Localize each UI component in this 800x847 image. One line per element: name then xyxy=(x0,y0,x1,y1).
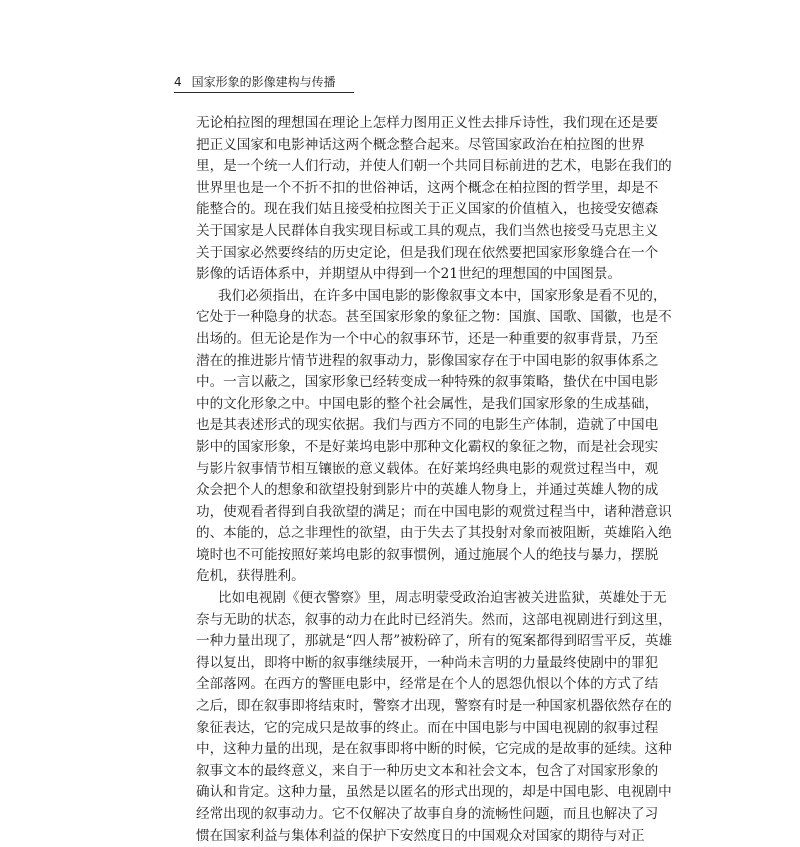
paragraph-1-line: 关于国家是人民群体自我实现目标或工具的观点，我们当然也接受马克思主义 xyxy=(196,222,659,239)
paragraph-3-line: 之后，即在叙事即将结束时，警察才出现，警察有时是一种国家机器依然存在的 xyxy=(196,698,672,715)
paragraph-3-line: 中，这种力量的出现，是在叙事即将中断的时候，它完成的是故事的延续。这种 xyxy=(196,741,672,758)
body-text xyxy=(196,113,673,847)
paragraph-2-line: 众会把个人的想象和欲望投射到影片中的英雄人物身上，并通过英雄人物的成 xyxy=(196,482,659,499)
paragraph-3-line: 经常出现的叙事动力。它不仅解决了故事自身的流畅性问题，而且也解决了习 xyxy=(196,806,659,822)
paragraph-2-line: 与影片叙事情节相互镶嵌的意义载体。在好莱坞经典电影的观赏过程当中，观 xyxy=(196,460,659,477)
paragraph-1-line: 影像的话语体系中，并期望从中得到一个21世纪的理想国的中国图景。 xyxy=(196,266,622,283)
paragraph-2-line: 也是其表述形式的现实依据。我们与西方不同的电影生产体制，造就了中国电 xyxy=(196,417,659,434)
paragraph-2-line: 境时也不可能按照好莱坞电影的叙事惯例，通过施展个人的绝技与暴力，摆脱 xyxy=(196,546,659,563)
paragraph-1-line: 里，是一个统一人们行动，并使人们朝一个共同目标前进的艺术，电影在我们的 xyxy=(196,158,672,175)
paragraph-2-line: 出场的。但无论是作为一个中心的叙事环节，还是一种重要的叙事背景，乃至 xyxy=(196,330,659,347)
book-title: 国家形象的影像建构与传播 xyxy=(191,75,336,89)
paragraph-3-line: 得以复出，即将中断的叙事继续展开，一种尚未言明的力量最终使剧中的罪犯 xyxy=(196,654,659,671)
paragraph-1-line: 关于国家必然要终结的历史定论，但是我们现在依然要把国家形象缝合在一个 xyxy=(196,244,659,261)
paragraph-3-line: 一种力量出现了，那就是“四人帮”被粉碎了，所有的冤案都得到昭雪平反，英雄 xyxy=(196,633,673,650)
paragraph-3-line: 全部落网。在西方的警匪电影中，经常是在个人的恩怨仇恨以个体的方式了结 xyxy=(196,676,659,693)
paragraph-3-line: 比如电视剧《便衣警察》里，周志明蒙受政治迫害被关进监狱，英雄处于无 xyxy=(218,590,667,607)
paragraph-2-line: 中。一言以蔽之，国家形象已经转变成一种特殊的叙事策略，蛰伏在中国电影 xyxy=(196,374,659,391)
paragraph-3-line: 确认和肯定。这种力量，虽然是以匿名的形式出现的，却是中国电影、电视剧中 xyxy=(196,784,672,801)
paragraph-1-line: 能整合的。现在我们姑且接受柏拉图关于正义国家的价值植入，也接受安德森 xyxy=(196,201,659,218)
paragraph-3-line: 象征表达，它的完成只是故事的终止。而在中国电影与中国电视剧的叙事过程 xyxy=(196,719,659,736)
paragraph-2-line: 危机，获得胜利。 xyxy=(196,568,305,585)
paragraph-2-line: 中的文化形象之中。中国电影的整个社会属性，是我们国家形象的生成基础， xyxy=(196,395,659,412)
paragraph-2-line: 它处于一种隐身的状态。甚至国家形象的象征之物：国旗、国歌、国徽，也是不 xyxy=(196,309,672,326)
paragraph-1-line: 把正义国家和电影神话这两个概念整合起来。尽管国家政治在柏拉图的世界 xyxy=(196,136,645,153)
paragraph-2-line: 功，使观看者得到自我欲望的满足；而在中国电影的观赏过程当中，诸种潜意识 xyxy=(196,503,672,520)
paragraph-2-line: 潜在的推进影片情节进程的叙事动力，影像国家存在于中国电影的叙事体系之 xyxy=(196,352,659,369)
paragraph-1-line: 无论柏拉图的理想国在理论上怎样力图用正义性去排斥诗性，我们现在还是要 xyxy=(196,115,659,131)
paragraph-2-line: 我们必须指出，在许多中国电影的影像叙事文本中，国家形象是看不见的， xyxy=(218,287,667,304)
paragraph-3-line: 惯在国家利益与集体利益的保护下安然度日的中国观众对国家的期待与对正 xyxy=(196,827,645,844)
running-header xyxy=(174,72,354,93)
paragraph-2-line: 的、本能的，总之非理性的欲望，由于失去了其投射对象而被阻断，英雄陷入绝 xyxy=(196,525,672,542)
page-number: 4 xyxy=(174,75,182,89)
paragraph-1-line: 世界里也是一个不折不扣的世俗神话，这两个概念在柏拉图的哲学里，却是不 xyxy=(196,179,659,196)
paragraph-2-line: 影中的国家形象，不是好莱坞电影中那种文化霸权的象征之物，而是社会现实 xyxy=(196,438,659,455)
paragraph-3-line: 叙事文本的最终意义，来自于一种历史文本和社会文本，包含了对国家形象的 xyxy=(196,762,659,779)
paragraph-3-line: 奈与无助的状态，叙事的动力在此时已经消失。然而，这部电视剧进行到这里， xyxy=(196,611,672,628)
